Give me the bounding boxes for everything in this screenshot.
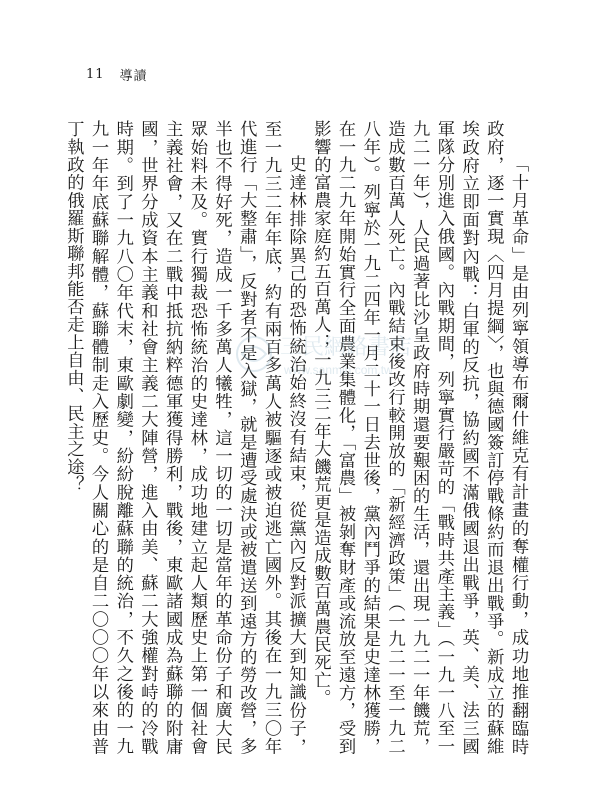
watermark-url: www.sanmin.com.tw: [284, 363, 393, 377]
page-header: [86, 66, 148, 82]
paragraph: 「十月革命」是由列寧領導布爾什維克有計畫的奪權行動，成功地推翻臨時政府，逐一實現〈四月提綱〉，也與德國簽訂停戰條約而退出戰爭。新成立的蘇維埃政府立即面對內戰：白軍的反抗，協約國不滿俄國退出戰爭，英、美、法三國軍隊分別進入俄國。內戰期間，列寧實行嚴苛的「戰時共產主義」（一九一八至一九二一年），人民過著比沙皇政府時期還要艱困的生活，還出現一九二一年饑荒，造成數百萬人死亡。內戰結束後改行較開放的「新經濟政策」（一九二一至一九二八年）。列寧於一九二四年一月二十一日去世後，黨內鬥爭的結果是史達林獲勝，在一九二九年開始實行全面農業集體化，「富農」被剝奪財產或流放至遠方，受到影響的富農家庭約五百萬人；一九三二年大饑荒更是造成數百萬農民死亡。: [310, 120, 528, 755]
body-text: [63, 120, 530, 755]
watermark-text: 三民網路書店: [280, 334, 413, 359]
paragraph: 史達林排除異己的恐怖統治始終沒有結束，從黨內反對派擴大到知識份子，至一九三二年年底，約有兩百多萬人被驅逐或被迫逃亡國外。其後在一九三〇年代進行「大整肅」，反對者不是入獄，就是遭受處決或被遣送到遠方的勞改營，多半也不得好死，造成一千多萬人犧牲，這一切的一切是當年的革命份子和廣大民眾始料未及。實行獨裁恐怖統治的史達林，成功地建立起人類歷史上第一個社會主義社會，又在二戰中抵抗納粹德軍獲得勝利，戰後，東歐諸國成為蘇聯的附庸國，世界分成資本主義和社會主義二大陣營，進入由美、蘇二大強權對峙的冷戰時期。到了一九八〇年代末，東歐劇變，紛紛脫離蘇聯的統治，不久之後的一九九一年年底蘇聯解體，蘇聯體制走入歷史。今人關心的是自二〇〇〇年以來由普丁執政的俄羅斯聯邦能否走上自由、民主之途？: [63, 120, 306, 755]
section-title: 導讀: [119, 68, 148, 84]
page-number: 11: [86, 66, 105, 82]
